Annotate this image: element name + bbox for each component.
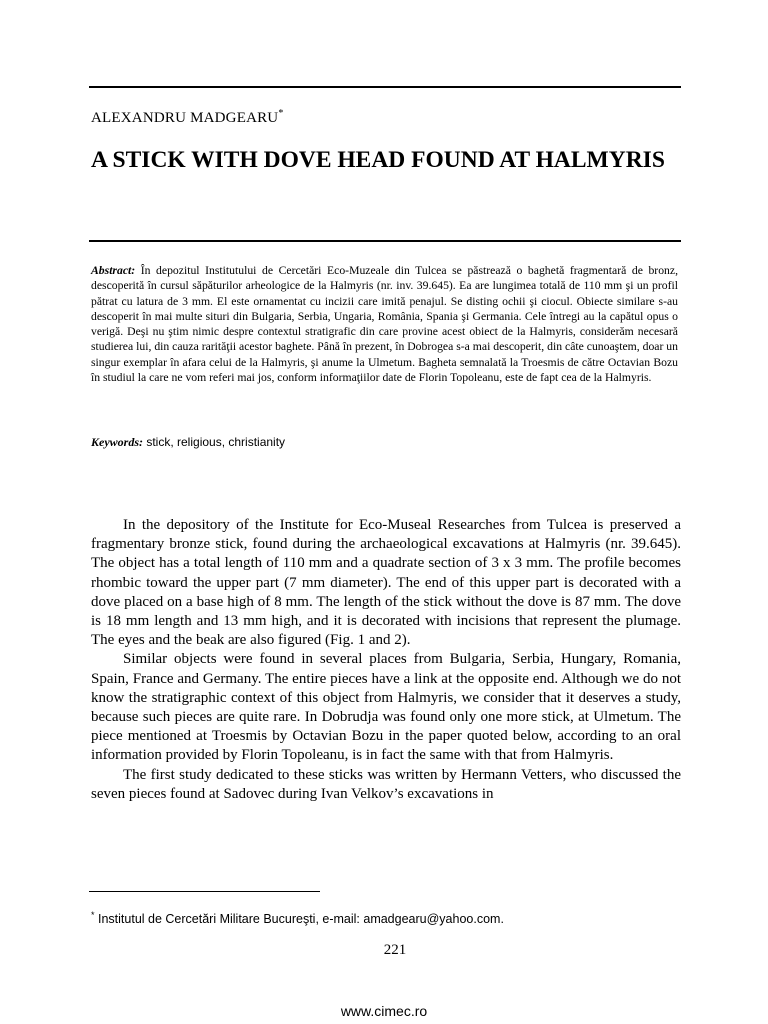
body-paragraph: Similar objects were found in several places from Bulgaria, Serbia, Hungary, Romania, Spain, France and Germany. The entire pieces have a link at the opposite end. Although we do not know the stratigraphic context of this object from Halmyris, we consider that it deserves a study, because such pieces are quite rare. In Dobrudja was found only one more stick, at Ulmetum. The piece mentioned at Troesmis by Octavian Bozu in the paper quoted below, according to an oral information provided by Florin Topoleanu, is in fact the same with that from Halmyris. [91,651,681,764]
body-paragraph: The first study dedicated to these sticks was written by Hermann Vetters, who discussed the seven pieces found at Sadovec during Ivan Velkov’s excavations in [91,766,681,802]
author-line [91,108,284,127]
abstract [91,263,678,385]
page-number: 221 [383,942,407,958]
body-text [91,516,681,804]
article-title: A STICK WITH DOVE HEAD FOUND AT HALMYRIS [91,147,665,173]
keywords [91,435,678,450]
footnote-rule [89,891,320,892]
footnote-mark: * [91,910,95,920]
abstract-text: În depozitul Institutului de Cercetări Eco-Muzeale din Tulcea se păstrează o baghetă fragmentară de bronz, descoperită în cursul săpăturilor arheologice de la Halmyris (nr. inv. 39.645). Ea are lungimea totală de 110 mm şi un profil pătrat cu latura de 3 mm. El este ornamentat cu incizii care imită penajul. Se disting ochii şi ciocul. Obiecte similare s-au descoperit în mai multe situri din Bulgaria, Serbia, Ungaria, România, Spania şi Germania. Cele întregi au la capătul opus o verigă. Deşi nu ştim nimic despre contextul stratigrafic din care provine acest obiect de la Halmyris, considerăm necesară studierea lui, din cauza rarităţii acestor baghete. Până în prezent, în Dobrogea s-a mai descoperit, din câte cunoaştem, doar un singur exemplar în afara celui de la Halmyris, şi anume la Ulmetum. Bagheta semnalată la Troesmis de către Octavian Bozu în studiul la care ne vom referi mai jos, conform informaţiilor date de Florin Topoleanu, este de fapt cea de la Halmyris. [91,264,678,385]
title-rule [89,240,681,242]
footnote [91,910,681,926]
keywords-text: stick, religious, christianity [146,435,286,449]
site-url: www.cimec.ro [340,1003,428,1019]
keywords-label: Keywords: [91,435,143,449]
footnote-text: Institutul de Cercetări Militare Bucureşti, e-mail: amadgearu@yahoo.com. [98,912,504,927]
abstract-label: Abstract: [91,264,136,277]
top-rule [89,86,681,88]
author-footnote-mark: * [278,108,284,119]
author-name: ALEXANDRU MADGEARU [91,110,279,126]
body-paragraph: In the depository of the Institute for Eco-Museal Researches from Tulcea is preserved a fragmentary bronze stick, found during the archaeological excavations at Halmyris (nr. 39.645). The object has a total length of 110 mm and a quadrate section of 3 x 3 mm. The profile becomes rhombic toward the upper part (7 mm diameter). The end of this upper part is decorated with a dove placed on a base high of 8 mm. The length of the stick without the dove is 87 mm. The dove is 18 mm length and 13 mm high, and it is decorated with incisions that represent the plumage. The eyes and the beak are also figured (Fig. 1 and 2). [91,517,681,649]
